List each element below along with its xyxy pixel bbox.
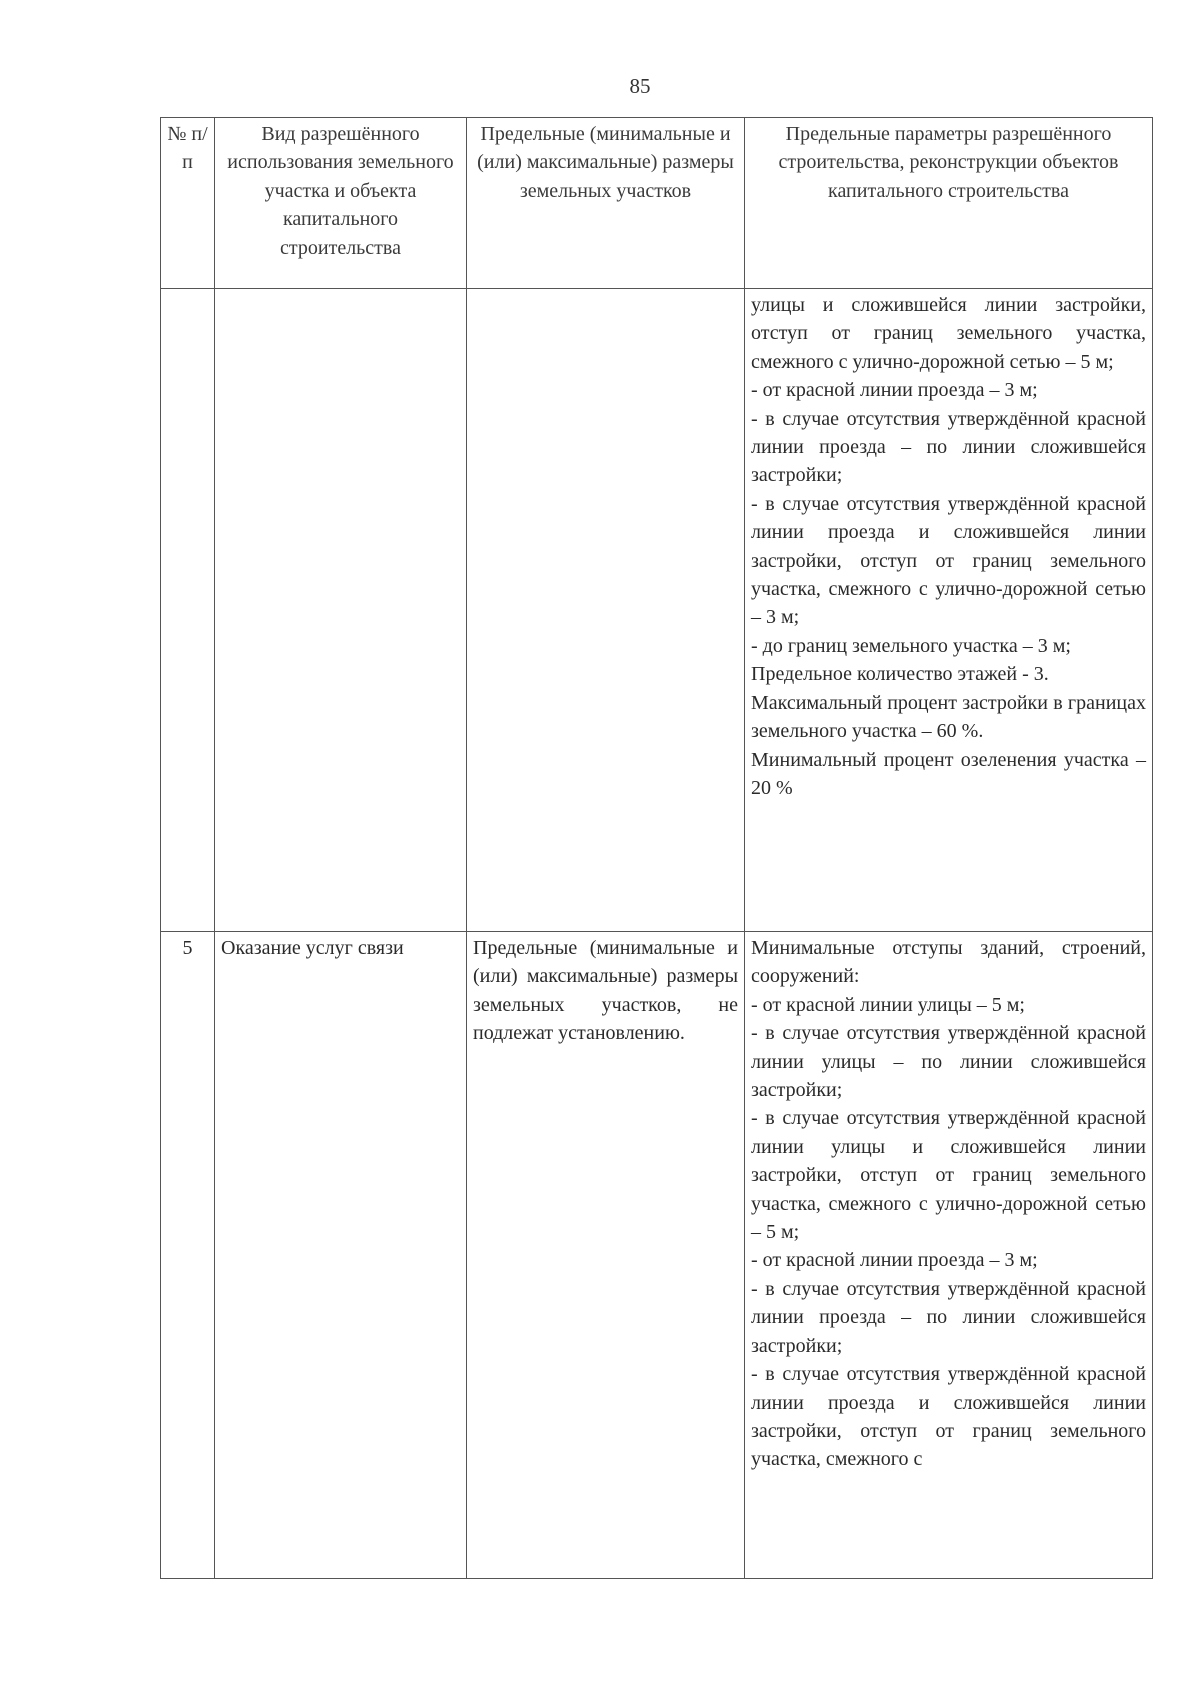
parameter-line: улицы и сложившейся линии застройки, отступ от границ земельного участка, смежного с улично-дорожной сетью – 5 м; (751, 294, 1146, 373)
parameters-cell (745, 932, 1153, 1579)
use-type-cell: Оказание услуг связи (215, 932, 467, 1579)
table-row (161, 932, 1153, 1579)
parameter-line: - в случае отсутствия утверждённой красной линии проезда и сложившейся линии застройки, отступ от границ земельного участка, смежного с улично-дорожной сетью – 3 м; (751, 492, 1146, 629)
plot-size-cell (467, 289, 745, 932)
parameter-line: - в случае отсутствия утверждённой красной линии проезда – по линии сложившейся застройки; (751, 1277, 1146, 1357)
header-use-type: Вид разрешённого использования земельного участка и объекта капитального строительства (215, 118, 467, 289)
table-row (161, 289, 1153, 932)
parameter-line: Предельное количество этажей - 3. (751, 663, 1049, 686)
header-parameters: Предельные параметры разрешённого строительства, реконструкции объектов капитального строительства (745, 118, 1153, 289)
parameter-line: - от красной линии проезда – 3 м; (751, 1249, 1038, 1272)
table-header-row (161, 118, 1153, 289)
parameter-line: - в случае отсутствия утверждённой красной линии улицы – по линии сложившейся застройки; (751, 1022, 1146, 1102)
parameter-line: Максимальный процент застройки в границах земельного участка – 60 %. (751, 691, 1146, 743)
land-use-table (160, 117, 1153, 1579)
header-number: № п/п (161, 118, 215, 289)
parameter-line: Минимальные отступы зданий, строений, сооружений: (751, 937, 1146, 988)
parameter-line: - до границ земельного участка – 3 м; (751, 634, 1071, 657)
page-number: 85 (629, 74, 651, 98)
parameter-line: Минимальный процент озеленения участка – 20 % (751, 748, 1146, 799)
parameter-line: - в случае отсутствия утверждённой красной линии проезда и сложившейся линии застройки, отступ от границ земельного участка, смежного с (751, 1363, 1146, 1471)
parameters-cell (745, 289, 1153, 932)
row-number-cell (161, 289, 215, 932)
parameter-line: - в случае отсутствия утверждённой красной линии улицы и сложившейся линии застройки, отступ от границ земельного участка, смежного с улично-дорожной сетью – 5 м; (751, 1107, 1146, 1244)
header-plot-size: Предельные (минимальные и (или) максимальные) размеры земельных участков (467, 118, 745, 289)
plot-size-cell: Предельные (минимальные и (или) максимальные) размеры земельных участков, не подлежат установлению. (467, 932, 745, 1579)
parameter-line: - в случае отсутствия утверждённой красной линии проезда – по линии сложившейся застройки; (751, 407, 1146, 487)
parameter-line: - от красной линии улицы – 5 м; (751, 993, 1025, 1016)
row-number-cell: 5 (161, 932, 215, 1579)
parameter-line: - от красной линии проезда – 3 м; (751, 379, 1038, 402)
use-type-cell (215, 289, 467, 932)
